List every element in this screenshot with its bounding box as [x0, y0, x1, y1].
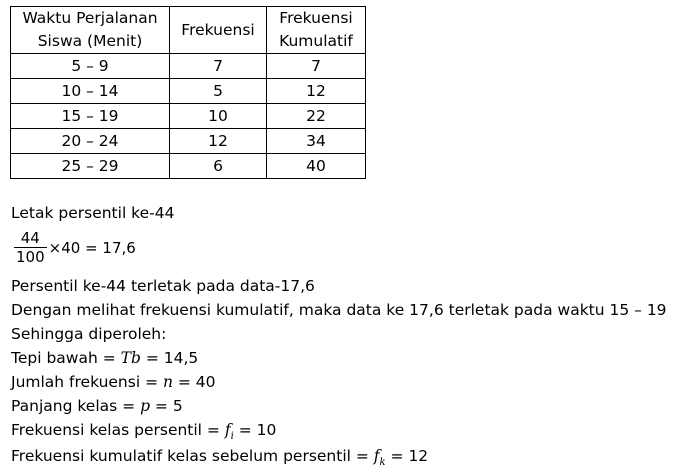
jumlah-frekuensi-value: = 40: [172, 373, 216, 391]
tepi-bawah-value: = 14,5: [140, 349, 199, 367]
table-cell: 10: [170, 104, 267, 129]
header-waktu: Waktu Perjalanan Siswa (Menit): [11, 7, 170, 54]
solution-line-2: Persentil ke-44 terletak pada data-17,6: [11, 277, 315, 295]
panjang-kelas-variable: p: [140, 397, 150, 415]
table-row: [11, 54, 366, 79]
tepi-bawah-line: [11, 346, 198, 370]
table-cell: 25 – 29: [11, 154, 170, 179]
frequency-table: [10, 6, 366, 179]
frekuensi-kumulatif-line: [11, 444, 428, 475]
table-cell: 5: [170, 79, 267, 104]
table-cell: 34: [267, 129, 366, 154]
table-row: [11, 154, 366, 179]
jumlah-frekuensi-variable: n: [162, 373, 173, 391]
frekuensi-kelas-value: = 10: [233, 421, 277, 439]
panjang-kelas-value: = 5: [150, 397, 183, 415]
frekuensi-kumulatif-value: = 12: [385, 447, 429, 465]
solution-line-1: Letak persentil ke-44: [11, 204, 175, 222]
frekuensi-kumulatif-variable: f: [373, 447, 380, 465]
fraction-denominator: 100: [16, 248, 45, 266]
panjang-kelas-line: [11, 394, 183, 418]
fraction: [14, 229, 47, 266]
table-cell: 10 – 14: [11, 79, 170, 104]
table-row: [11, 79, 366, 104]
percentile-fraction: [14, 229, 136, 266]
table-row: [11, 129, 366, 154]
solution-line-3: Dengan melihat frekuensi kumulatif, maka data ke 17,6 terletak pada waktu 15 – 19: [11, 301, 667, 319]
tepi-bawah-label: Tepi bawah =: [11, 349, 121, 367]
header-frekuensi-kumulatif: Frekuensi Kumulatif: [267, 7, 366, 54]
panjang-kelas-label: Panjang kelas =: [11, 397, 141, 415]
frekuensi-kelas-label: Frekuensi kelas persentil =: [11, 421, 225, 439]
frekuensi-kelas-variable: f: [224, 421, 231, 439]
table-row: [11, 104, 366, 129]
table-cell: 12: [170, 129, 267, 154]
frekuensi-kumulatif-label: Frekuensi kumulatif kelas sebelum persentil =: [11, 447, 374, 465]
jumlah-frekuensi-label: Jumlah frekuensi =: [11, 373, 163, 391]
frekuensi-kelas-subscript: i: [230, 431, 234, 442]
frekuensi-kumulatif-subscript: k: [379, 457, 386, 468]
table-cell: 40: [267, 154, 366, 179]
table-cell: 7: [267, 54, 366, 79]
table-cell: 7: [170, 54, 267, 79]
fraction-result: ×40 = 17,6: [48, 238, 136, 257]
table-cell: 6: [170, 154, 267, 179]
table-cell: 5 – 9: [11, 54, 170, 79]
fraction-numerator: 44: [20, 229, 40, 247]
solution-line-4: Sehingga diperoleh:: [11, 325, 167, 343]
jumlah-frekuensi-line: [11, 370, 216, 394]
table-cell: 22: [267, 104, 366, 129]
table-header-row: [11, 7, 366, 54]
header-frekuensi: Frekuensi: [170, 7, 267, 54]
table-cell: 12: [267, 79, 366, 104]
tepi-bawah-variable: Tb: [120, 349, 141, 367]
table-cell: 20 – 24: [11, 129, 170, 154]
table-cell: 15 – 19: [11, 104, 170, 129]
